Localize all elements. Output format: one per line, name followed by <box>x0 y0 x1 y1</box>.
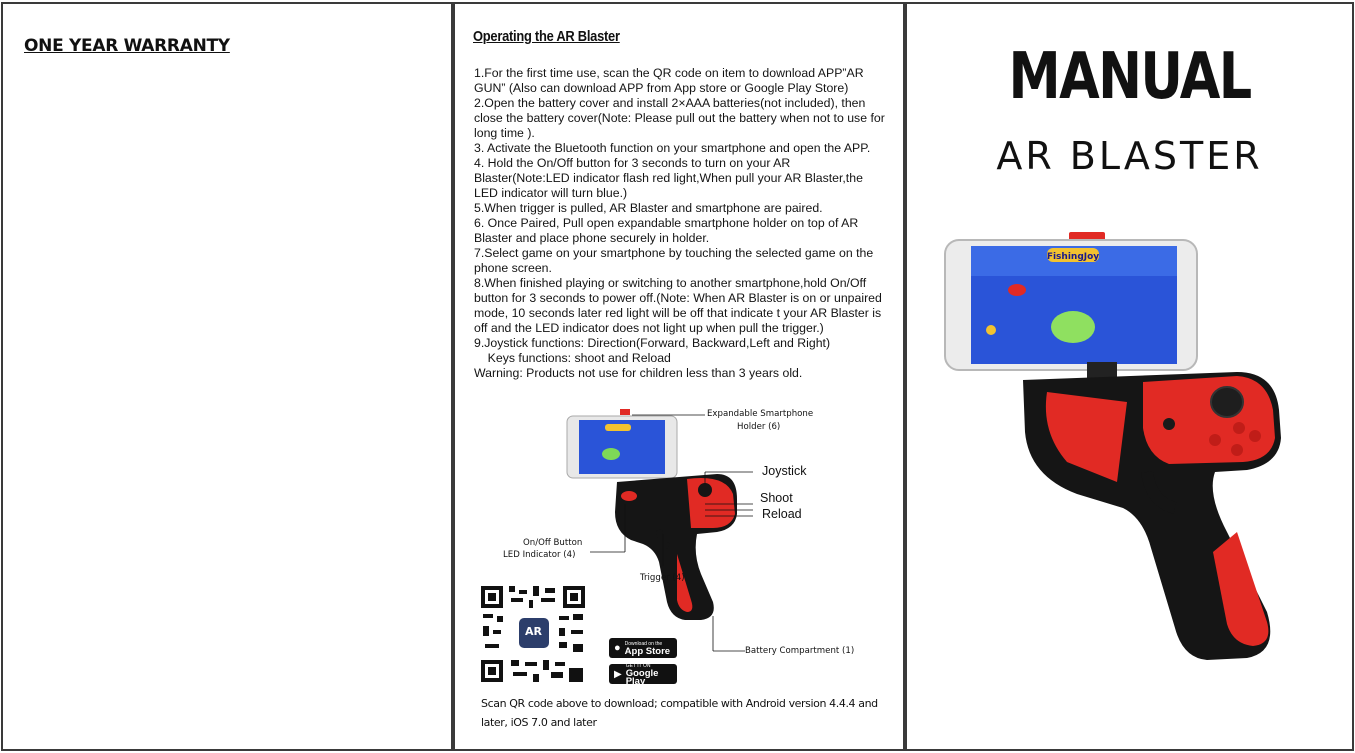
operating-title: Operating the AR Blaster <box>473 28 620 45</box>
instruction-step: 5.When trigger is pulled, AR Blaster and smartphone are paired. <box>474 201 823 215</box>
instruction-step: 8.When finished playing or switching to another smartphone,hold On/Off button for 3 seconds to power off.(Note: When AR Blaster is on or unpaired mode, 10 seconds later red light will be off that indicate t your AR Blaster is off and the LED indicator does not light up when pull the trigger.) <box>474 276 882 335</box>
callout-joystick: Joystick <box>762 464 807 478</box>
warning-text: Warning: Products not use for children less than 3 years old. <box>474 366 803 380</box>
ar-blaster-hero-image <box>937 232 1337 682</box>
callout-battery: Battery Compartment (1) <box>745 646 855 656</box>
callout-holder: Expandable Smartphone <box>707 409 814 419</box>
manual-title: MANUAL <box>1008 40 1251 114</box>
callout-led: LED Indicator (4) <box>503 550 576 560</box>
operating-panel <box>453 2 905 751</box>
callout-shoot: Shoot <box>760 491 793 505</box>
instruction-list <box>474 66 886 381</box>
instruction-step: 7.Select game on your smartphone by touching the selected game on the phone screen. <box>474 246 874 275</box>
apple-icon: ● <box>614 642 621 654</box>
google-play-badge[interactable] <box>609 663 677 687</box>
warranty-panel <box>1 2 453 751</box>
callout-holder-number: Holder (6) <box>737 422 781 432</box>
warranty-title: ONE YEAR WARRANTY <box>24 36 230 56</box>
product-title: AR BLASTER <box>996 134 1263 178</box>
instruction-step: Keys functions: shoot and Reload <box>474 351 671 365</box>
app-store-badge[interactable] <box>609 638 677 658</box>
qr-logo-text: AR <box>525 625 542 638</box>
google-play-main-text: Google Play <box>625 668 659 687</box>
google-play-small-text: GET IT ON <box>625 663 651 669</box>
callout-onoff: On/Off Button <box>523 538 583 548</box>
cover-panel <box>905 2 1354 751</box>
app-store-small-text: Download on the <box>624 641 663 647</box>
game-logo-text: FishingJoy <box>1046 252 1100 262</box>
instruction-step: 6. Once Paired, Pull open expandable smartphone holder on top of AR Blaster and place phone securely in holder. <box>474 216 859 245</box>
callout-trigger: Trigger (4) <box>640 573 685 583</box>
instruction-step: 4. Hold the On/Off button for 3 seconds to turn on your AR Blaster(Note:LED indicator flash red light,When pull your AR Blaster,the LED indicator will turn blue.) <box>474 156 863 200</box>
instruction-step: 2.Open the battery cover and install 2×AAA batteries(not included), then close the battery cover(Note: Please pull out the battery when not to use for long time ). <box>474 96 885 140</box>
instruction-step: 3. Activate the Bluetooth function on your smartphone and open the APP. <box>474 141 871 155</box>
callout-reload: Reload <box>762 507 802 521</box>
scan-qr-note: Scan QR code above to download; compatible with Android version 4.4.4 and later, iOS 7.0 and later <box>481 697 878 729</box>
instruction-step: 9.Joystick functions: Direction(Forward, Backward,Left and Right) <box>474 336 831 350</box>
parts-diagram <box>455 404 903 694</box>
app-store-main-text: App Store <box>624 646 671 657</box>
instruction-step: 1.For the first time use, scan the QR code on item to download APP”AR GUN” (Also can download APP from App store or Google Play Store) <box>474 66 864 95</box>
google-play-icon: ▶ <box>614 668 622 680</box>
